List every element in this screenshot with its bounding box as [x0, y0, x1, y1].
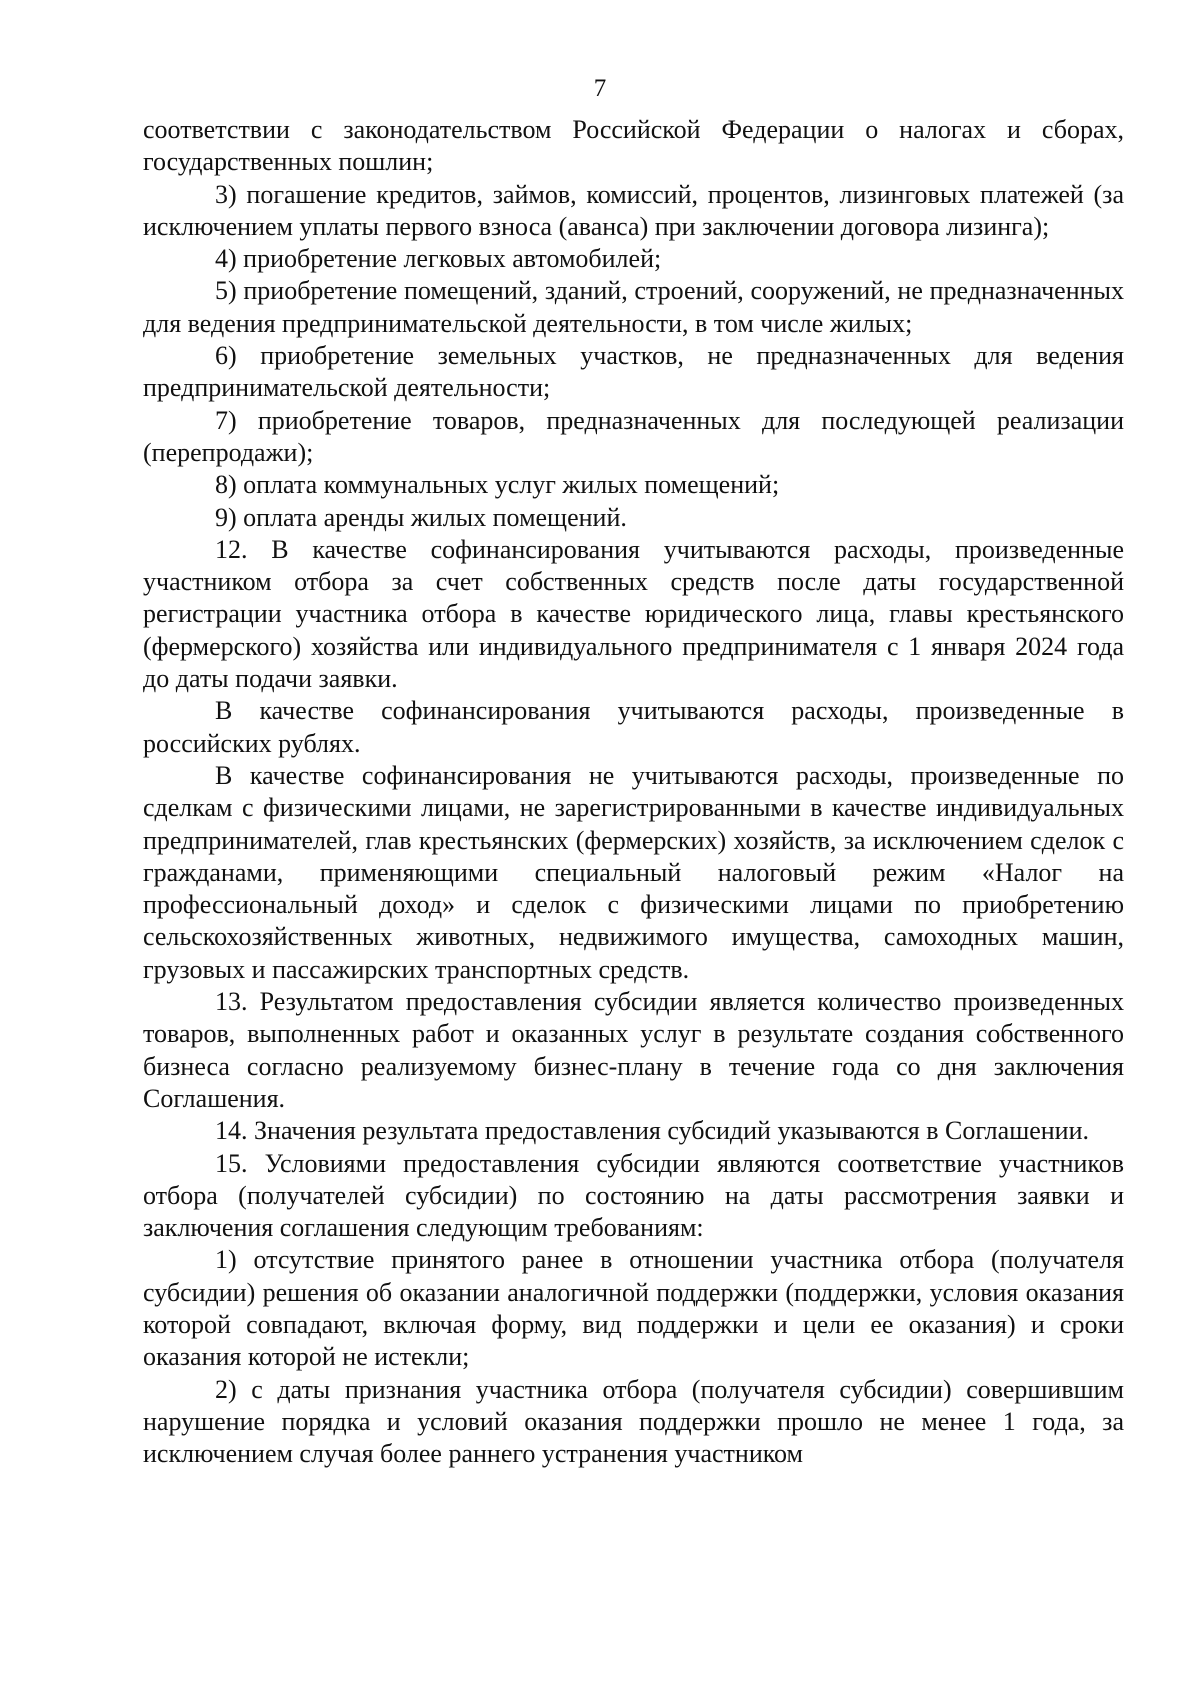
list-item: 8) оплата коммунальных услуг жилых помещений; [215, 470, 780, 500]
list-item: 2) с даты признания участника отбора (получателя субсидии) совершившим нарушение порядка и условий оказания поддержки прошло не менее 1 года, за исключением случая более раннего устранения участником [143, 1374, 1124, 1469]
list-item: 7) приобретение товаров, предназначенных для последующей реализации (перепродажи); [143, 405, 1124, 467]
clause-15: 15. Условиями предоставления субсидии являются соответствие участников отбора (получателей субсидии) по состоянию на даты рассмотрения заявки и заключения соглашения следующим требованиям: [143, 1148, 1124, 1243]
list-item: 3) погашение кредитов, займов, комиссий, процентов, лизинговых платежей (за исключением уплаты первого взноса (аванса) при заключении договора лизинга); [143, 179, 1124, 241]
clause-12: 12. В качестве софинансирования учитываются расходы, произведенные участником отбора за счет собственных средств после даты государственной регистрации участника отбора в качестве юридического лица, главы крестьянского (фермерского) хозяйства или индивидуального предпринимателя с 1 января 2024 года до даты подачи заявки. [143, 534, 1124, 694]
list-item: 9) оплата аренды жилых помещений. [215, 502, 627, 532]
paragraph: соответствии с законодательством Российской Федерации о налогах и сборах, государственных пошлин; [143, 115, 1124, 177]
page-number: 7 [593, 75, 607, 102]
list-item: 4) приобретение легковых автомобилей; [215, 244, 662, 274]
list-item: 5) приобретение помещений, зданий, строений, сооружений, не предназначенных для ведения предпринимательской деятельности, в том числе жилых; [143, 276, 1124, 338]
paragraph: В качестве софинансирования не учитываются расходы, произведенные по сделкам с физическими лицами, не зарегистрированными в качестве индивидуальных предпринимателей, глав крестьянских (фермерских) хозяйств, за исключением сделок с гражданами, применяющими специальный налоговый режим «Налог на профессиональный доход» и сделок с физическими лицами по приобретению сельскохозяйственных животных, недвижимого имущества, самоходных машин, грузовых и пассажирских транспортных средств. [143, 760, 1124, 984]
list-item: 1) отсутствие принятого ранее в отношении участника отбора (получателя субсидии) решения об оказании аналогичной поддержки (поддержки, условия оказания которой совпадают, включая форму, вид поддержки и цели ее оказания) и сроки оказания которой не истекли; [143, 1245, 1124, 1372]
clause-13: 13. Результатом предоставления субсидии является количество произведенных товаров, выполненных работ и оказанных услуг в результате создания собственного бизнеса согласно реализуемому бизнес-плану в течение года со дня заключения Соглашения. [143, 987, 1124, 1113]
paragraph: В качестве софинансирования учитываются расходы, произведенные в российских рублях. [143, 696, 1124, 758]
list-item: 6) приобретение земельных участков, не предназначенных для ведения предпринимательской деятельности; [143, 341, 1124, 403]
document-body [143, 114, 1124, 1470]
clause-14: 14. Значения результата предоставления субсидий указываются в Соглашении. [215, 1116, 1089, 1146]
